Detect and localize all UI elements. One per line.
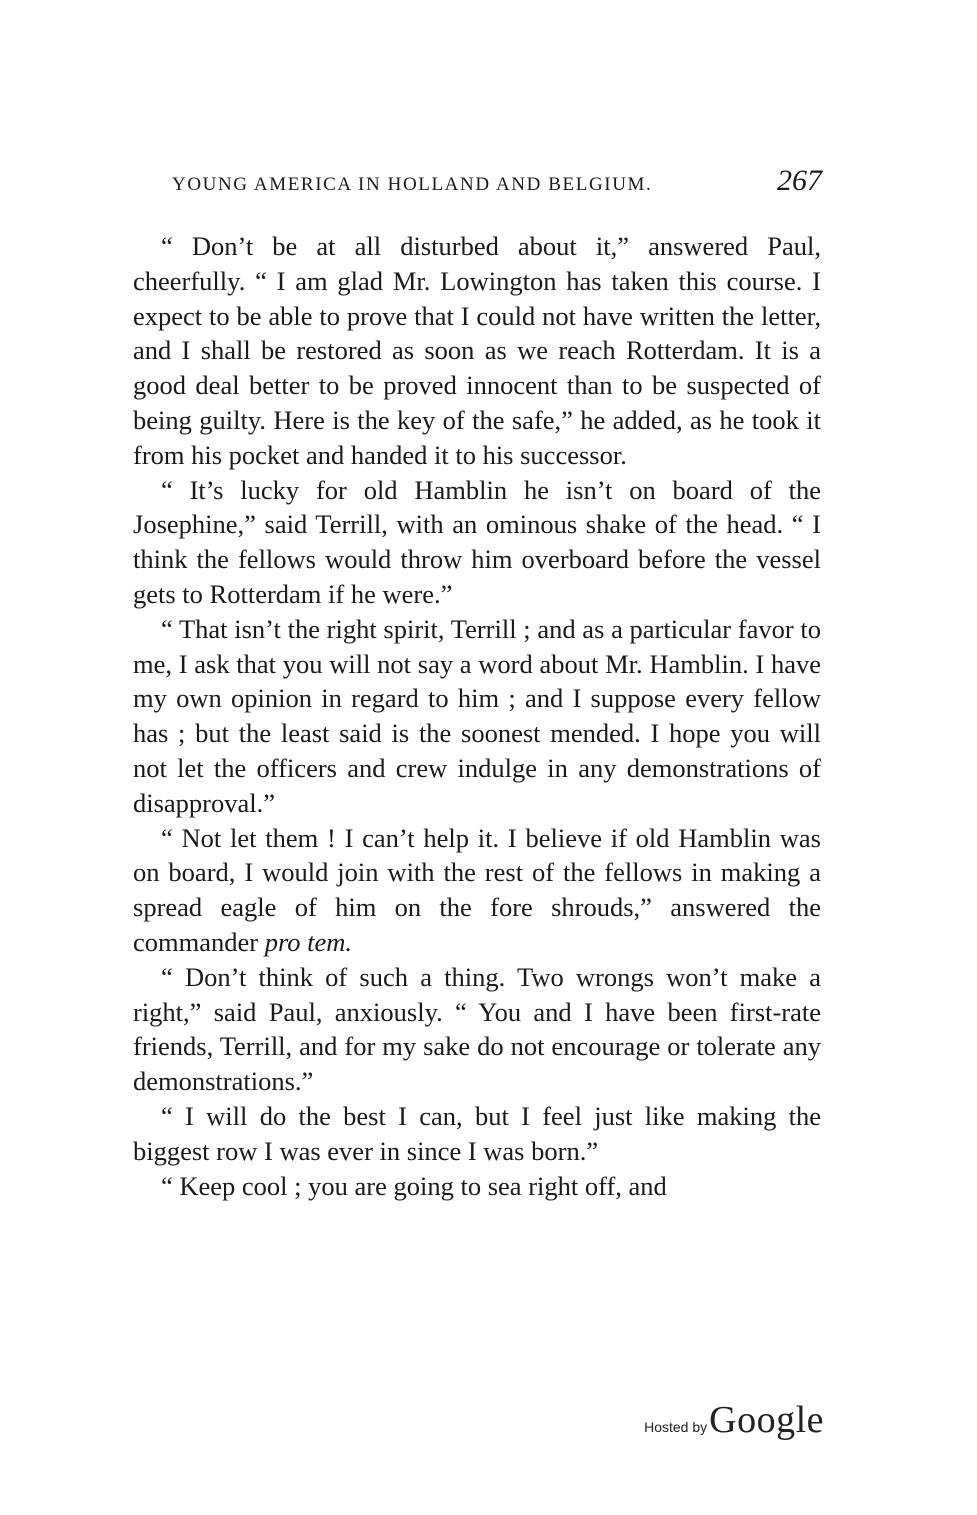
paragraph: “ It’s lucky for old Hamblin he isn’t on board of the Josephine,” said Terrill, with an ominous shake of the head. “ I think the fellows would throw him overboard before the vessel gets to Rotterdam if he were.” <box>133 474 821 609</box>
paragraph: “ I will do the best I can, but I feel just like making the biggest row I was ever in since I was born.” <box>133 1100 821 1166</box>
running-title: YOUNG AMERICA IN HOLLAND AND BELGIUM. <box>172 174 653 195</box>
hosted-by-label: Hosted by <box>644 1419 708 1435</box>
google-logo: Google <box>709 1399 824 1441</box>
paragraph: “ That isn’t the right spirit, Terrill ; and as a particular favor to me, I ask that you will not say a word about Mr. Hamblin. I have my own opinion in regard to him ; and I suppose every fellow has ; but the least said is the soonest mended. I hope you will not let the officers and crew indulge in any demonstrations of disapproval.” <box>133 613 821 818</box>
paragraph: “ Not let them ! I can’t help it. I believe if old Hamblin was on board, I would join with the rest of the fellows in making a spread eagle of him on the fore shrouds,” answered the commander pro tem. <box>133 822 821 957</box>
italic-phrase: pro tem. <box>264 926 353 957</box>
paragraph: “ Don’t think of such a thing. Two wrongs won’t make a right,” said Paul, anxiously. “ You and I have been first-rate friends, Terrill, and for my sake do not encourage or tolerate any demonstrations.” <box>133 961 821 1097</box>
running-head <box>172 164 822 208</box>
hosted-by-watermark <box>644 1398 824 1442</box>
paragraph: “ Don’t be at all disturbed about it,” answered Paul, cheerfully. “ I am glad Mr. Lowington has taken this course. I expect to be able to prove that I could not have written the letter, and I shall be restored as soon as we reach Rotterdam. It is a good deal better to be proved innocent than to be suspected of being guilty. Here is the key of the safe,” he added, as he took it from his pocket and handed it to his successor. <box>133 231 821 470</box>
paragraph: “ Keep cool ; you are going to sea right off, and <box>161 1170 667 1201</box>
body-text <box>133 229 821 1203</box>
page-number: 267 <box>777 164 822 197</box>
